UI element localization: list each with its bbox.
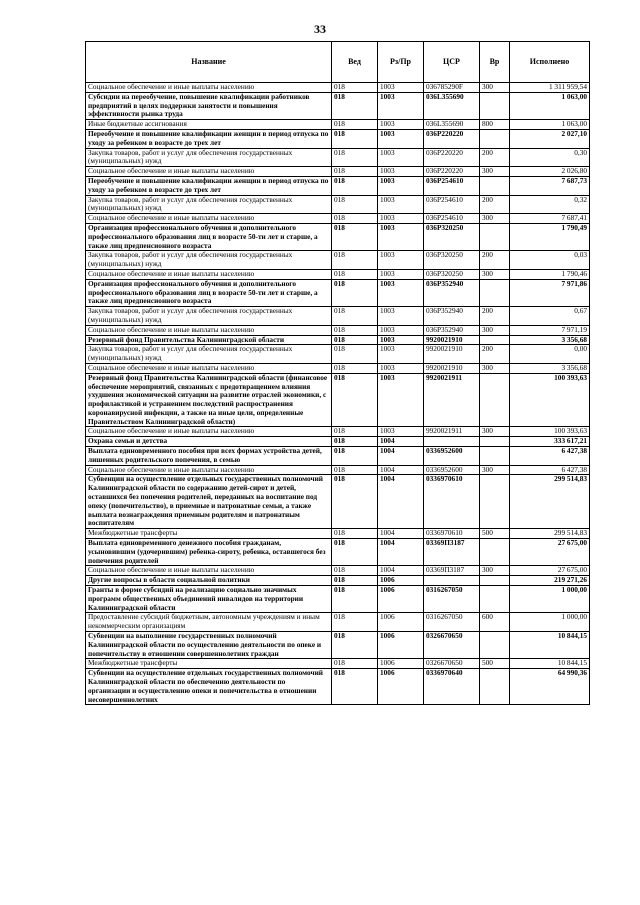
cell-csr: 036P254610 (424, 195, 480, 214)
cell-vr (480, 92, 510, 119)
table-row (86, 427, 590, 437)
cell-rzpr: 1004 (378, 539, 424, 566)
cell-vr (480, 279, 510, 306)
table-row (86, 92, 590, 119)
cell-ved: 018 (332, 529, 378, 539)
cell-vr: 300 (480, 214, 510, 224)
cell-rzpr: 1004 (378, 465, 424, 475)
cell-ved: 018 (332, 659, 378, 669)
table-row (86, 566, 590, 576)
cell-executed: 1 311 959,54 (510, 83, 590, 93)
table-row (86, 214, 590, 224)
cell-ved: 018 (332, 251, 378, 270)
cell-rzpr: 1003 (378, 251, 424, 270)
table-row (86, 83, 590, 93)
cell-executed: 100 393,63 (510, 373, 590, 427)
cell-name: Социальное обеспечение и иные выплаты населению (86, 427, 332, 437)
cell-executed: 3 356,68 (510, 335, 590, 345)
cell-executed: 100 393,63 (510, 427, 590, 437)
cell-vr: 600 (480, 613, 510, 632)
cell-vr (480, 223, 510, 250)
cell-rzpr: 1003 (378, 223, 424, 250)
cell-name: Социальное обеспечение и иные выплаты населению (86, 465, 332, 475)
cell-vr: 300 (480, 465, 510, 475)
cell-name: Социальное обеспечение и иные выплаты населению (86, 363, 332, 373)
cell-executed: 1 063,00 (510, 120, 590, 130)
cell-vr (480, 475, 510, 529)
cell-csr: 0326670650 (424, 632, 480, 659)
cell-name: Охрана семьи и детства (86, 437, 332, 447)
cell-rzpr: 1003 (378, 83, 424, 93)
cell-name: Организация профессионального обучения и дополнительного профессионального образования лиц в возрасте 50-ти лет и старше, а также лиц предпенсионного возраста (86, 279, 332, 306)
cell-csr: 036P320250 (424, 269, 480, 279)
cell-vr: 300 (480, 325, 510, 335)
cell-ved: 018 (332, 447, 378, 466)
cell-csr: 9920021911 (424, 427, 480, 437)
cell-name: Гранты в форме субсидий на реализацию социально значимых программ общественных объединений инвалидов на территории Калининградской области (86, 586, 332, 613)
cell-rzpr: 1003 (378, 345, 424, 364)
cell-executed: 10 844,15 (510, 659, 590, 669)
cell-csr: 9920021910 (424, 363, 480, 373)
cell-vr (480, 176, 510, 195)
cell-vr (480, 632, 510, 659)
cell-csr: 036P320250 (424, 251, 480, 270)
cell-csr: 0336970610 (424, 475, 480, 529)
table-row (86, 120, 590, 130)
table-row (86, 279, 590, 306)
cell-vr: 200 (480, 148, 510, 167)
cell-csr: 036P254610 (424, 214, 480, 224)
table-row (86, 613, 590, 632)
table-row (86, 632, 590, 659)
cell-vr: 500 (480, 659, 510, 669)
table-row (86, 307, 590, 326)
cell-csr: 036785290F (424, 83, 480, 93)
cell-executed: 0,67 (510, 307, 590, 326)
cell-name: Социальное обеспечение и иные выплаты населению (86, 214, 332, 224)
cell-csr (424, 437, 480, 447)
cell-executed: 7 687,41 (510, 214, 590, 224)
table-row (86, 539, 590, 566)
cell-executed: 333 617,21 (510, 437, 590, 447)
cell-rzpr: 1003 (378, 214, 424, 224)
cell-name: Организация профессионального обучения и дополнительного профессионального образования лиц в возрасте 50-ти лет и старше, а также лиц предпенсионного возраста (86, 223, 332, 250)
cell-rzpr: 1003 (378, 195, 424, 214)
cell-executed: 0,03 (510, 251, 590, 270)
cell-vr (480, 669, 510, 705)
cell-ved: 018 (332, 669, 378, 705)
table-row (86, 465, 590, 475)
cell-executed: 2 027,10 (510, 129, 590, 148)
cell-name: Выплата единовременного пособия при всех формах устройства детей, лишенных родительского попечения, в семью (86, 447, 332, 466)
cell-vr (480, 373, 510, 427)
cell-rzpr: 1003 (378, 427, 424, 437)
table-row (86, 148, 590, 167)
cell-csr: 036P352940 (424, 279, 480, 306)
cell-rzpr: 1003 (378, 129, 424, 148)
cell-name: Социальное обеспечение и иные выплаты населению (86, 167, 332, 177)
cell-executed: 6 427,38 (510, 465, 590, 475)
cell-ved: 018 (332, 566, 378, 576)
table-row (86, 195, 590, 214)
cell-csr: 03369П3187 (424, 566, 480, 576)
cell-ved: 018 (332, 427, 378, 437)
cell-vr (480, 437, 510, 447)
cell-ved: 018 (332, 129, 378, 148)
table-row (86, 586, 590, 613)
cell-name: Переобучение и повышение квалификации женщин в период отпуска по уходу за ребенком в возрасте до трех лет (86, 176, 332, 195)
cell-executed: 7 687,73 (510, 176, 590, 195)
cell-name: Переобучение и повышение квалификации женщин в период отпуска по уходу за ребенком в возрасте до трех лет (86, 129, 332, 148)
cell-ved: 018 (332, 586, 378, 613)
cell-rzpr: 1004 (378, 447, 424, 466)
cell-name: Межбюджетные трансферты (86, 659, 332, 669)
table-row (86, 129, 590, 148)
cell-csr: 036P220220 (424, 148, 480, 167)
cell-ved: 018 (332, 120, 378, 130)
cell-vr: 300 (480, 83, 510, 93)
cell-executed: 3 356,68 (510, 363, 590, 373)
cell-ved: 018 (332, 214, 378, 224)
cell-csr: 0336952600 (424, 447, 480, 466)
cell-name: Социальное обеспечение и иные выплаты населению (86, 566, 332, 576)
cell-name: Резервный фонд Правительства Калининградской области (86, 335, 332, 345)
page-number: 33 (314, 22, 326, 36)
table-row (86, 659, 590, 669)
cell-rzpr: 1004 (378, 529, 424, 539)
cell-vr (480, 586, 510, 613)
cell-vr: 300 (480, 269, 510, 279)
cell-rzpr: 1006 (378, 586, 424, 613)
cell-rzpr: 1004 (378, 475, 424, 529)
table-row (86, 269, 590, 279)
cell-ved: 018 (332, 576, 378, 586)
cell-rzpr: 1003 (378, 373, 424, 427)
cell-csr: 9920021910 (424, 345, 480, 364)
table-row (86, 251, 590, 270)
cell-csr: 036L355690 (424, 92, 480, 119)
cell-rzpr: 1003 (378, 325, 424, 335)
cell-ved: 018 (332, 83, 378, 93)
cell-ved: 018 (332, 345, 378, 364)
cell-csr: 036P254610 (424, 176, 480, 195)
cell-name: Другие вопросы в области социальной политики (86, 576, 332, 586)
cell-ved: 018 (332, 363, 378, 373)
cell-ved: 018 (332, 325, 378, 335)
table-header-row (86, 42, 590, 83)
table-row (86, 223, 590, 250)
table-row (86, 363, 590, 373)
cell-csr: 0336952600 (424, 465, 480, 475)
cell-rzpr: 1003 (378, 307, 424, 326)
table-row (86, 475, 590, 529)
table-row (86, 335, 590, 345)
cell-executed: 7 971,86 (510, 279, 590, 306)
cell-name: Субвенции на осуществление отдельных государственных полномочий Калининградской области по содержанию детей-сирот и детей, оставшихся без попечения родителей, переданных на воспитание под опеку (попечительство), в приемные и патронатные семьи, а также выплата вознаграждения приемным родителям и патронатным воспитателям (86, 475, 332, 529)
cell-ved: 018 (332, 613, 378, 632)
cell-ved: 018 (332, 437, 378, 447)
cell-rzpr: 1003 (378, 167, 424, 177)
table-row (86, 669, 590, 705)
cell-executed: 2 026,80 (510, 167, 590, 177)
cell-vr: 300 (480, 167, 510, 177)
table-row (86, 447, 590, 466)
cell-ved: 018 (332, 92, 378, 119)
cell-rzpr: 1003 (378, 92, 424, 119)
cell-executed: 10 844,15 (510, 632, 590, 659)
cell-vr: 300 (480, 363, 510, 373)
cell-name: Субсидии на переобучение, повышение квалификации работников предприятий в целях поддержки занятости и повышения эффективности рынка труда (86, 92, 332, 119)
cell-csr: 036P220220 (424, 167, 480, 177)
cell-executed: 0,00 (510, 345, 590, 364)
cell-vr (480, 447, 510, 466)
cell-executed: 1 000,00 (510, 613, 590, 632)
cell-csr: 036P220220 (424, 129, 480, 148)
cell-executed: 1 790,49 (510, 223, 590, 250)
header-executed: Исполнено (510, 42, 590, 83)
cell-rzpr: 1003 (378, 335, 424, 345)
cell-csr: 036P352940 (424, 307, 480, 326)
cell-rzpr: 1003 (378, 120, 424, 130)
cell-name: Субвенции на выполнение государственных полномочий Калининградской области по осуществлению деятельности по опеке и попечительству в отношении совершеннолетних граждан (86, 632, 332, 659)
cell-ved: 018 (332, 335, 378, 345)
cell-csr: 03369П3187 (424, 539, 480, 566)
cell-name: Социальное обеспечение и иные выплаты населению (86, 83, 332, 93)
cell-executed: 1 000,00 (510, 586, 590, 613)
cell-rzpr: 1004 (378, 437, 424, 447)
header-csr: ЦСР (424, 42, 480, 83)
table-body (86, 83, 590, 705)
cell-csr: 0316267050 (424, 586, 480, 613)
cell-rzpr: 1006 (378, 632, 424, 659)
table-row (86, 437, 590, 447)
cell-csr (424, 576, 480, 586)
cell-name: Резервный фонд Правительства Калининградской области (финансовое обеспечение мероприятий, связанных с предотвращением влияния ухудшения экономической ситуации на развитие отраслей экономики, с профилактикой и устранением последствий распространения коронавирусной инфекции, а также на иные цели, определенные Правительством Калининградской области) (86, 373, 332, 427)
cell-rzpr: 1003 (378, 148, 424, 167)
cell-csr: 036L355690 (424, 120, 480, 130)
cell-executed: 7 971,19 (510, 325, 590, 335)
header-ved: Вед (332, 42, 378, 83)
cell-ved: 018 (332, 475, 378, 529)
cell-csr: 0336970610 (424, 529, 480, 539)
cell-vr (480, 129, 510, 148)
cell-rzpr: 1006 (378, 669, 424, 705)
cell-ved: 018 (332, 373, 378, 427)
cell-executed: 27 675,00 (510, 566, 590, 576)
table-row (86, 576, 590, 586)
table-row (86, 529, 590, 539)
cell-executed: 1 790,46 (510, 269, 590, 279)
cell-csr: 9920021910 (424, 335, 480, 345)
cell-name: Социальное обеспечение и иные выплаты населению (86, 325, 332, 335)
cell-executed: 299 514,83 (510, 529, 590, 539)
cell-ved: 018 (332, 176, 378, 195)
cell-ved: 018 (332, 148, 378, 167)
cell-ved: 018 (332, 539, 378, 566)
cell-csr: 036P320250 (424, 223, 480, 250)
cell-csr: 036P352940 (424, 325, 480, 335)
cell-vr: 200 (480, 307, 510, 326)
cell-rzpr: 1006 (378, 613, 424, 632)
cell-name: Межбюджетные трансферты (86, 529, 332, 539)
table-row (86, 176, 590, 195)
table-row (86, 325, 590, 335)
cell-vr: 200 (480, 251, 510, 270)
cell-executed: 1 063,00 (510, 92, 590, 119)
cell-ved: 018 (332, 307, 378, 326)
header-name: Название (86, 42, 332, 83)
cell-rzpr: 1003 (378, 269, 424, 279)
cell-rzpr: 1003 (378, 176, 424, 195)
cell-name: Социальное обеспечение и иные выплаты населению (86, 269, 332, 279)
table-row (86, 167, 590, 177)
cell-rzpr: 1003 (378, 363, 424, 373)
cell-name: Закупка товаров, работ и услуг для обеспечения государственных (муниципальных) нужд (86, 251, 332, 270)
cell-rzpr: 1006 (378, 659, 424, 669)
table-row (86, 373, 590, 427)
cell-ved: 018 (332, 223, 378, 250)
cell-vr: 200 (480, 195, 510, 214)
cell-ved: 018 (332, 465, 378, 475)
cell-vr: 300 (480, 566, 510, 576)
cell-name: Закупка товаров, работ и услуг для обеспечения государственных (муниципальных) нужд (86, 148, 332, 167)
cell-name: Закупка товаров, работ и услуг для обеспечения государственных (муниципальных) нужд (86, 345, 332, 364)
cell-vr: 500 (480, 529, 510, 539)
cell-name: Выплата единовременного денежного пособия гражданам, усыновившим (удочерившим) ребенка-сироту, ребенка, оставшегося без попечения родителей (86, 539, 332, 566)
cell-executed: 64 990,36 (510, 669, 590, 705)
header-rzpr: Рз/Пр (378, 42, 424, 83)
cell-executed: 6 427,38 (510, 447, 590, 466)
cell-ved: 018 (332, 632, 378, 659)
cell-ved: 018 (332, 167, 378, 177)
cell-vr: 300 (480, 427, 510, 437)
cell-name: Субвенции на осуществление отдельных государственных полномочий Калининградской области по обеспечению деятельности по организации и осуществлению опеки и попечительства в отношении несовершеннолетних (86, 669, 332, 705)
cell-name: Иные бюджетные ассигнования (86, 120, 332, 130)
cell-name: Закупка товаров, работ и услуг для обеспечения государственных (муниципальных) нужд (86, 195, 332, 214)
cell-executed: 27 675,00 (510, 539, 590, 566)
cell-rzpr: 1003 (378, 279, 424, 306)
cell-executed: 0,32 (510, 195, 590, 214)
header-vr: Вр (480, 42, 510, 83)
cell-csr: 9920021911 (424, 373, 480, 427)
table-row (86, 345, 590, 364)
cell-vr: 800 (480, 120, 510, 130)
cell-csr: 0326670650 (424, 659, 480, 669)
cell-vr: 200 (480, 345, 510, 364)
cell-executed: 0,30 (510, 148, 590, 167)
cell-vr (480, 335, 510, 345)
cell-csr: 0336970640 (424, 669, 480, 705)
budget-execution-table (85, 41, 590, 705)
cell-ved: 018 (332, 279, 378, 306)
cell-ved: 018 (332, 269, 378, 279)
cell-rzpr: 1004 (378, 566, 424, 576)
cell-executed: 219 271,26 (510, 576, 590, 586)
cell-vr (480, 576, 510, 586)
cell-name: Закупка товаров, работ и услуг для обеспечения государственных (муниципальных) нужд (86, 307, 332, 326)
cell-name: Предоставление субсидий бюджетным, автономным учреждениям и иным некоммерческим организациям (86, 613, 332, 632)
cell-csr: 0316267050 (424, 613, 480, 632)
cell-vr (480, 539, 510, 566)
cell-ved: 018 (332, 195, 378, 214)
cell-executed: 299 514,83 (510, 475, 590, 529)
cell-rzpr: 1006 (378, 576, 424, 586)
